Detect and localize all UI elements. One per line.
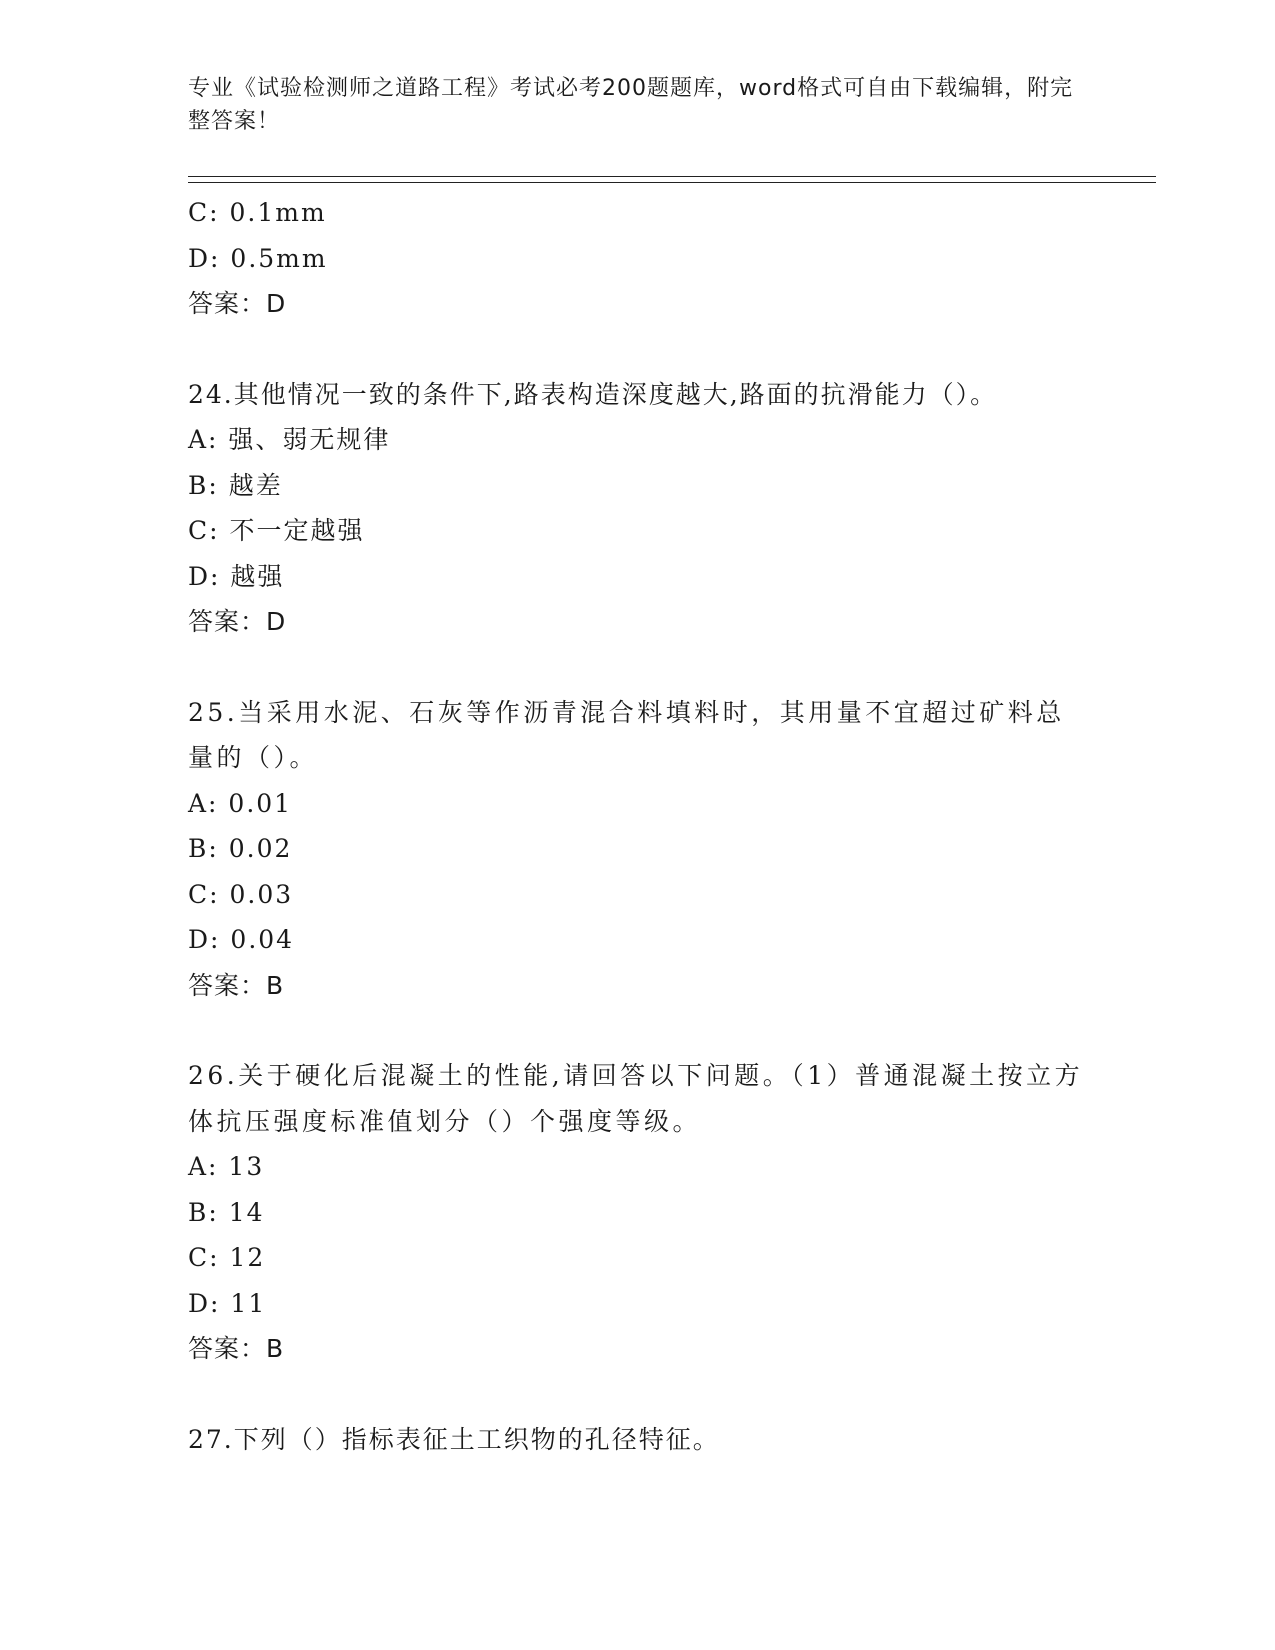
option-a: A: 0.01: [188, 788, 293, 818]
question-text: 27.下列（）指标表征土工织物的孔径特征。: [188, 1424, 720, 1454]
option-b: B: 0.02: [188, 834, 293, 863]
question-block: [188, 372, 1088, 645]
answer-label: 答案：D: [188, 289, 287, 318]
header-title: 专业《试验检测师之道路工程》考试必考200题题库，word格式可自由下载编辑，附完整答案！: [188, 76, 1074, 134]
answer-label: 答案：B: [188, 970, 285, 1000]
option-c: C: 不一定越强: [188, 516, 365, 545]
question-block: [188, 1417, 1088, 1463]
question-block: [188, 190, 1088, 327]
answer-label: 答案：D: [188, 607, 287, 636]
option-a: A: 13: [188, 1152, 265, 1181]
option-c: C: 12: [188, 1243, 266, 1272]
option-c: C: 0.03: [188, 879, 294, 909]
question-text: 25.当采用水泥、石灰等作沥青混合料填料时，其用量不宜超过矿料总量的（）。: [188, 697, 1065, 772]
option-d: D: 0.5mm: [188, 243, 328, 273]
question-block: [188, 1053, 1088, 1372]
answer-label: 答案：B: [188, 1334, 285, 1363]
header-rule-top: [188, 176, 1156, 177]
question-list: [188, 190, 1088, 1462]
option-d: D: 越强: [188, 561, 285, 591]
option-c: C: 0.1mm: [188, 198, 327, 227]
option-a: A: 强、弱无规律: [188, 425, 391, 454]
option-b: B: 14: [188, 1197, 265, 1227]
page-header: [188, 72, 1088, 138]
option-b: B: 越差: [188, 470, 283, 500]
header-rule-bottom: [188, 182, 1156, 183]
question-text: 26.关于硬化后混凝土的性能,请回答以下问题。（1）普通混凝土按立方体抗压强度标准值划分（）个强度等级。: [188, 1061, 1084, 1136]
question-text: 24.其他情况一致的条件下,路表构造深度越大,路面的抗滑能力（）。: [188, 379, 998, 409]
option-d: D: 11: [188, 1288, 267, 1318]
option-d: D: 0.04: [188, 925, 295, 954]
question-block: [188, 690, 1088, 1009]
